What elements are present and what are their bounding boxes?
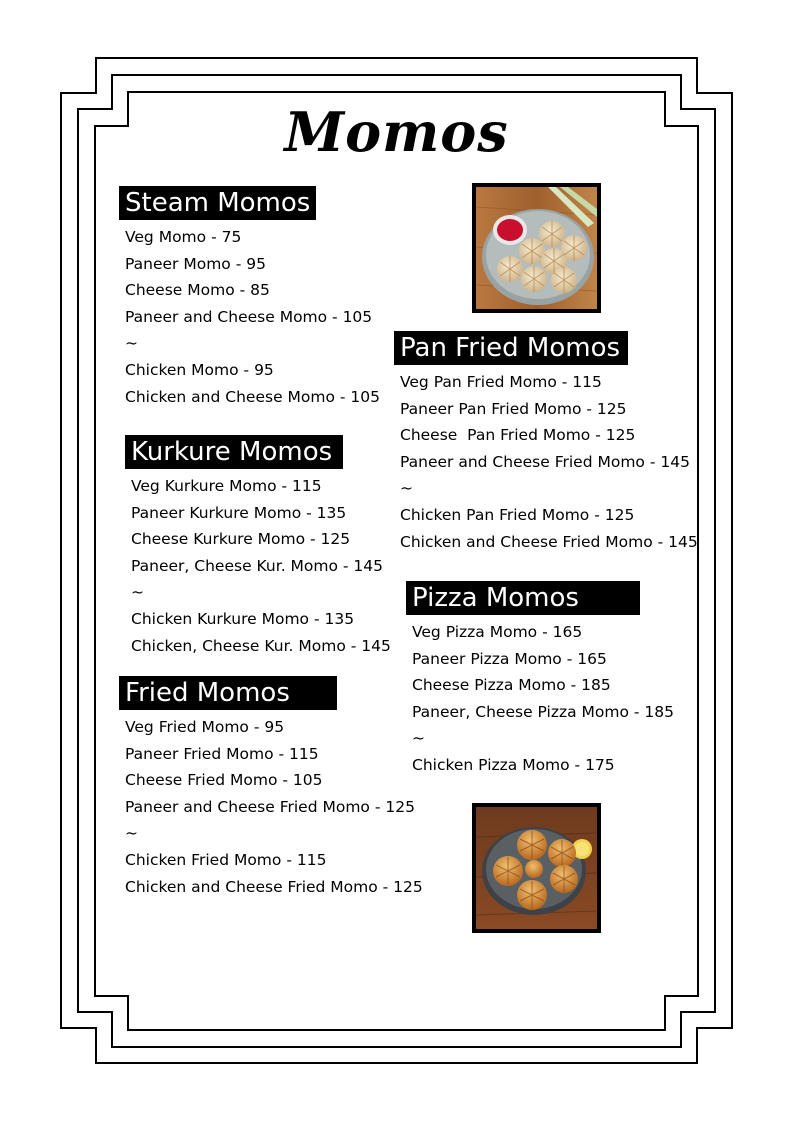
- section-heading: Kurkure Momos: [125, 435, 343, 469]
- menu-item-list: [400, 369, 698, 555]
- menu-item: Veg Pan Fried Momo - 115: [400, 373, 602, 391]
- section-steam-momos: [119, 186, 380, 410]
- menu-item: Chicken Momo - 95: [125, 360, 274, 379]
- menu-item-list: [131, 473, 391, 659]
- menu-item: Chicken and Cheese Fried Momo - 145: [400, 532, 698, 551]
- menu-item: Cheese Momo - 85: [125, 281, 270, 300]
- menu-item: Paneer Momo - 95: [125, 254, 266, 273]
- steamed-momos-photo: [472, 183, 601, 313]
- menu-item-divider: ~: [412, 729, 425, 748]
- menu-title: Momos: [284, 100, 509, 164]
- menu-item-list: [125, 224, 380, 410]
- menu-item: Cheese Pizza Momo - 185: [412, 676, 611, 695]
- section-heading: Steam Momos: [119, 186, 316, 220]
- menu-item: Veg Kurkure Momo - 115: [131, 477, 322, 495]
- menu-item: Paneer Fried Momo - 115: [125, 744, 319, 763]
- steamed-momos-icon: [476, 187, 597, 309]
- menu-item-divider: ~: [125, 334, 138, 353]
- menu-item-divider: ~: [125, 824, 138, 843]
- menu-item: Cheese Kurkure Momo - 125: [131, 530, 351, 549]
- menu-item: Cheese Fried Momo - 105: [125, 771, 323, 790]
- fried-momos-photo: [472, 803, 601, 933]
- fried-momos-icon: [476, 807, 597, 929]
- menu-item: Cheese Pan Fried Momo - 125: [400, 426, 636, 445]
- menu-item: Veg Momo - 75: [125, 228, 242, 246]
- menu-item-list: [412, 619, 674, 779]
- section-kurkure-momos: [125, 435, 391, 659]
- menu-item: Chicken Pan Fried Momo - 125: [400, 505, 635, 524]
- section-pizza-momos: [406, 581, 674, 779]
- menu-item: Paneer and Cheese Fried Momo - 145: [400, 452, 690, 471]
- menu-item: Paneer Pan Fried Momo - 125: [400, 399, 627, 418]
- section-pan-fried-momos: [394, 331, 698, 555]
- section-heading: Pizza Momos: [406, 581, 640, 615]
- section-heading: Fried Momos: [119, 676, 337, 710]
- menu-item: Chicken Pizza Momo - 175: [412, 755, 615, 774]
- menu-item: Paneer and Cheese Momo - 105: [125, 307, 373, 326]
- section-fried-momos: [119, 676, 423, 900]
- menu-item: Chicken Kurkure Momo - 135: [131, 609, 355, 628]
- menu-item: Paneer Pizza Momo - 165: [412, 649, 607, 668]
- menu-item: Paneer Kurkure Momo - 135: [131, 503, 347, 522]
- menu-item: Veg Pizza Momo - 165: [412, 623, 583, 641]
- menu-item: Paneer and Cheese Fried Momo - 125: [125, 797, 415, 816]
- menu-item: Chicken and Cheese Fried Momo - 125: [125, 877, 423, 896]
- menu-item: Veg Fried Momo - 95: [125, 718, 285, 736]
- menu-item-divider: ~: [400, 479, 413, 498]
- menu-item: Paneer, Cheese Kur. Momo - 145: [131, 556, 384, 575]
- menu-item: Chicken, Cheese Kur. Momo - 145: [131, 636, 391, 655]
- section-heading: Pan Fried Momos: [394, 331, 628, 365]
- menu-item-list: [125, 714, 423, 900]
- menu-item: Paneer, Cheese Pizza Momo - 185: [412, 702, 675, 721]
- menu-item-divider: ~: [131, 583, 144, 602]
- menu-item: Chicken Fried Momo - 115: [125, 850, 327, 869]
- menu-item: Chicken and Cheese Momo - 105: [125, 387, 381, 406]
